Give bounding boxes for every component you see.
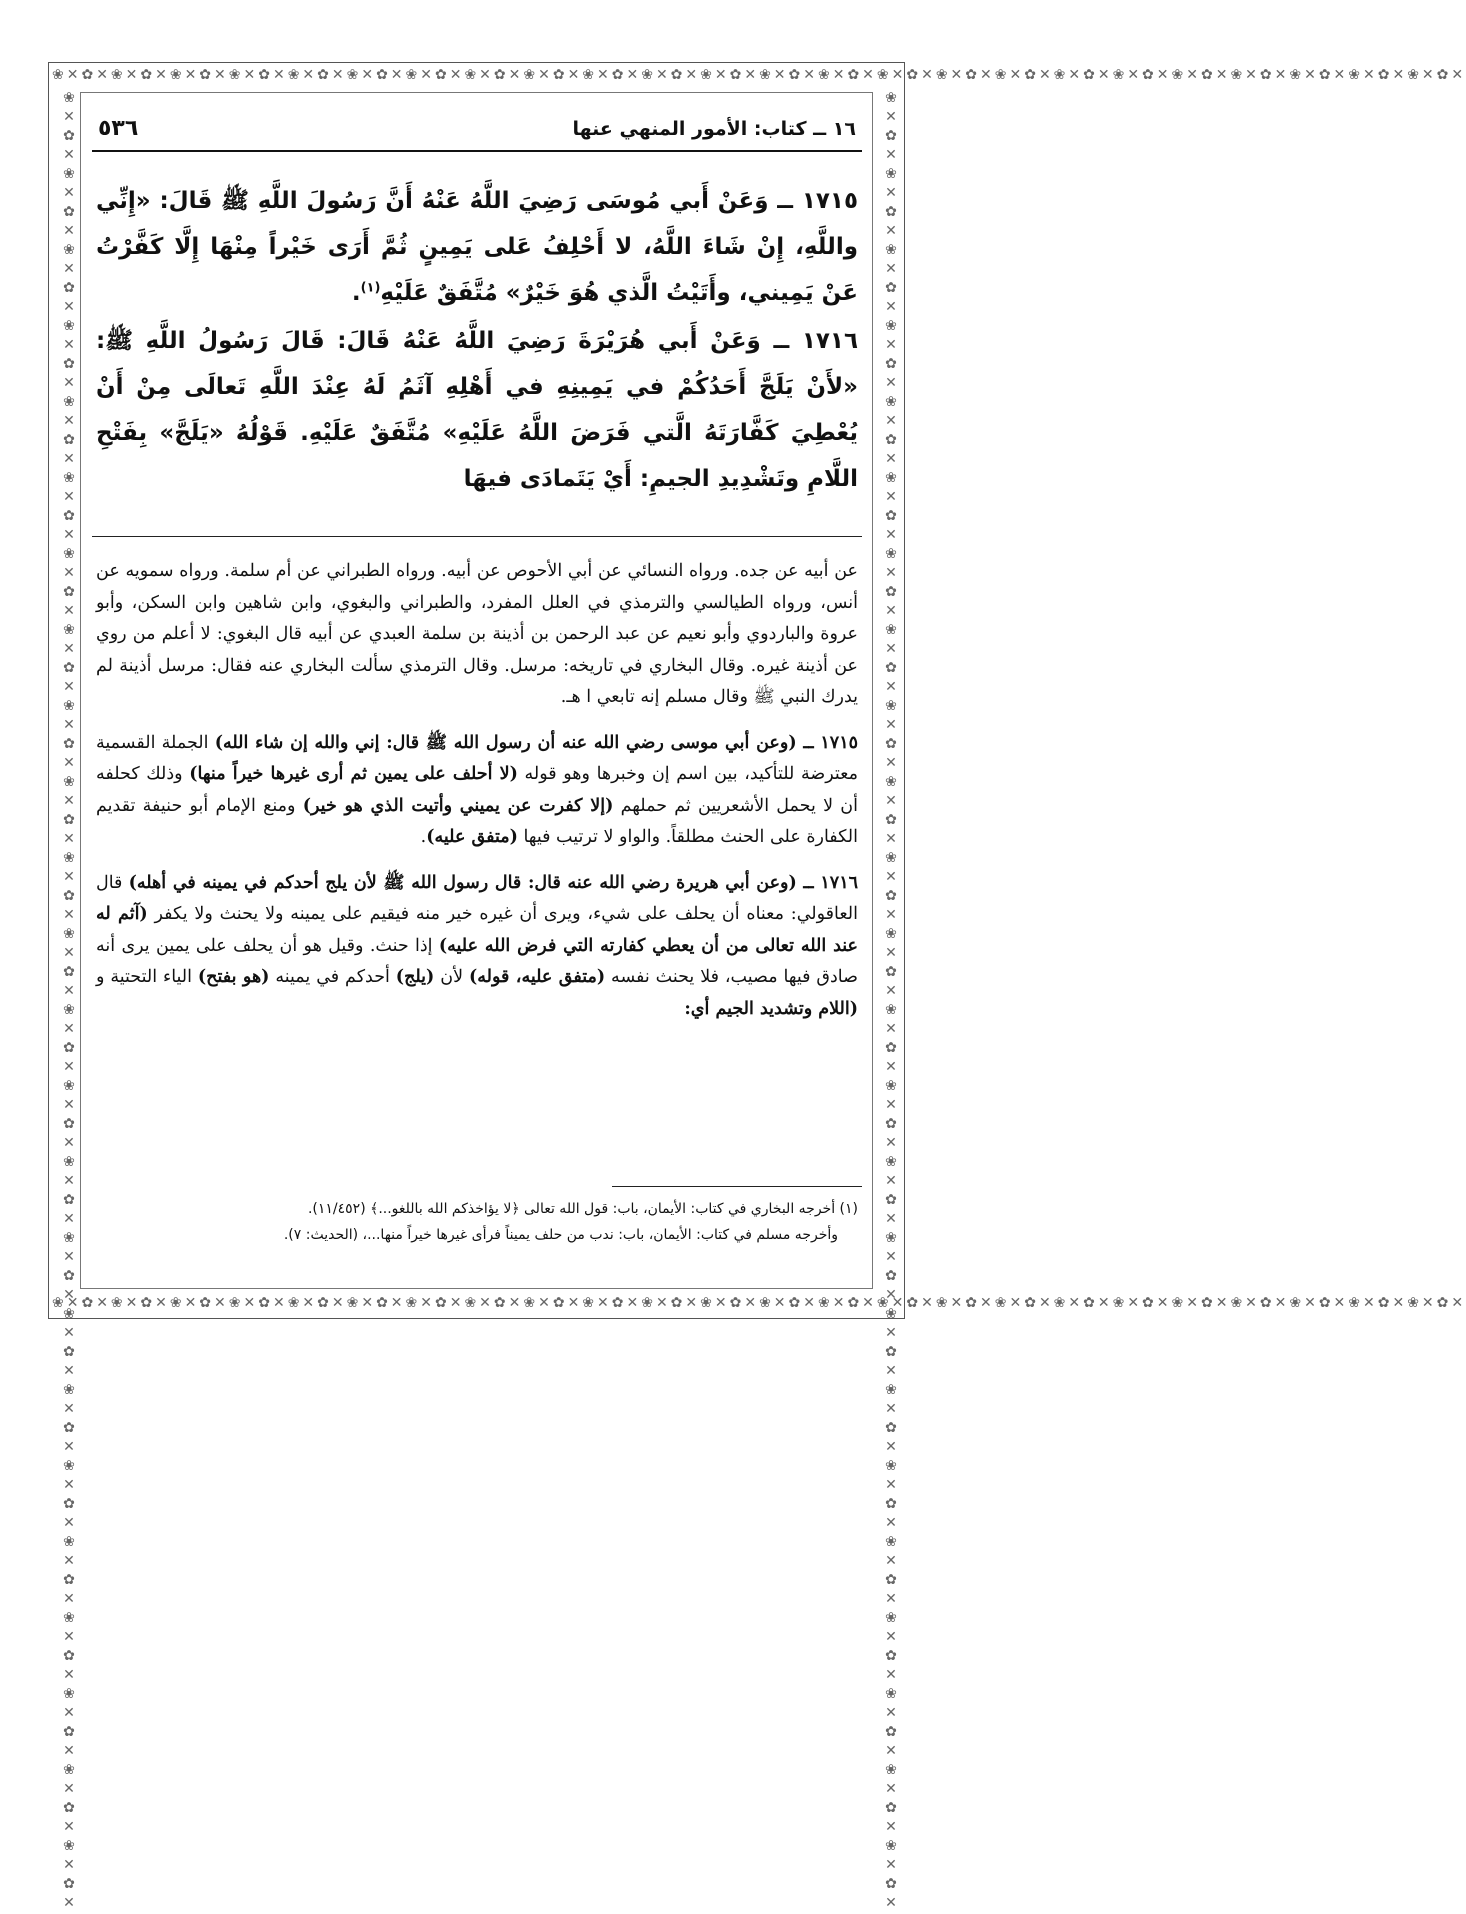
- footnote-1: (١) أخرجه البخاري في كتاب: الأيمان، باب: قول الله تعالى ﴿لا يؤاخذكم الله باللغو...﴾ (١١/٤٥٢).: [307, 1201, 858, 1217]
- commentary-quote: (هو بفتح): [197, 967, 270, 987]
- commentary-text: الياء التحتية و: [96, 967, 198, 987]
- commentary-text: .: [420, 827, 427, 847]
- commentary-lead: ١٧١٦ ــ (وعن أبي هريرة رضي الله عنه قال: قال رسول الله ﷺ لأن يلج أحدكم في يمينه في أهله): [128, 872, 858, 893]
- section-divider: [92, 536, 862, 537]
- commentary-paragraph: عن أبيه عن جده. ورواه النسائي عن أبي الأحوص عن أبيه. ورواه الطبراني عن أم سلمة. ورواه سمويه عن أنس، ورواه الطيالسي والترمذي في العلل المفرد، والطبراني والبغوي، وابن شاهين وابن السكن، وأبو عروة والباردوي وأبو نعيم عن عبد الرحمن بن أذينة بن سلمة العبدي عن أبيه قال البغوي: لا أعلم من روي عن أذينة غيره. وقال البخاري في تاريخه: مرسل. وقال الترمذي سألت البخاري عنه فقال: مرسل أذينة لم يدرك النبي ﷺ وقال مسلم إنه تابعي ا هـ.: [96, 561, 858, 707]
- commentary-text: إذا حنث. وقيل هو أن يحلف على يمين يرى أنه صادق فيها مصيب، فلا يحنث نفسه: [96, 935, 858, 987]
- commentary-text: أحدكم في يمينه: [269, 967, 396, 987]
- hadith-body: ــ وَعَنْ أَبي مُوسَى رَضِيَ اللَّهُ عَنْهُ أَنَّ رَسُولَ اللَّهِ ﷺ قَالَ: «إِنِّي واللَّهِ، إِنْ شَاءَ اللَّهُ، لا أَحْلِفُ عَلى يَمِينٍ ثُمَّ أَرَى خَيْراً مِنْهَا إِلَّا كَفَّرْتُ عَنْ يَمِيني، وأَتَيْتُ الَّذي هُوَ خَيْرٌ» مُتَّفَقٌ عَلَيْهِ: [96, 188, 858, 306]
- ornament-border-right: ❀✕✿✕❀✕✿✕❀✕✿✕❀✕✿✕❀✕✿✕❀✕✿✕❀✕✿✕❀✕✿✕❀✕✿✕❀✕✿✕❀✕✿✕❀✕✿✕❀✕✿✕❀✕✿✕❀✕✿✕❀✕✿✕❀✕✿✕❀✕✿✕❀✕✿✕❀✕✿✕❀✕✿✕❀✕✿✕❀✕✿✕❀✕✿✕: [883, 90, 899, 1914]
- commentary-text: قال العاقولي: معناه أن يحلف على شيء، ويرى أن غيره خير منه فيقيم على يمينه ولا يحنث ولا يكفر: [96, 872, 858, 924]
- commentary-text: وذلك كحلفه أن لا يحمل الأشعريين ثم حملهم: [96, 764, 858, 816]
- commentary-text: لأن: [434, 967, 469, 987]
- commentary-lead: ١٧١٥ ــ (وعن أبي موسى رضي الله عنه أن رسول الله ﷺ قال: إني والله إن شاء الله): [214, 732, 858, 753]
- commentary-text: ومنع الإمام أبو حنيفة تقديم الكفارة على الحنث مطلقاً. والواو لا ترتيب فيها: [96, 795, 858, 847]
- ornament-border-left: ❀✕✿✕❀✕✿✕❀✕✿✕❀✕✿✕❀✕✿✕❀✕✿✕❀✕✿✕❀✕✿✕❀✕✿✕❀✕✿✕❀✕✿✕❀✕✿✕❀✕✿✕❀✕✿✕❀✕✿✕❀✕✿✕❀✕✿✕❀✕✿✕❀✕✿✕❀✕✿✕❀✕✿✕❀✕✿✕❀✕✿✕❀✕✿✕: [61, 90, 77, 1914]
- hadith-body: ــ وَعَنْ أَبي هُرَيْرَةَ رَضِيَ اللَّهُ عَنْهُ قَالَ: قَالَ رَسُولُ اللَّهِ ﷺ: «لأَنْ يَلَجَّ أَحَدُكُمْ في يَمِينِهِ في أَهْلِهِ آثَمُ لَهُ عِنْدَ اللَّهِ تَعالَى مِنْ أَنْ يُعْطِيَ كَفَّارَتَهُ الَّتي فَرَضَ اللَّهُ عَلَيْهِ» مُتَّفَقٌ عَلَيْهِ. قَوْلُهُ «يَلَجَّ» بِفَتْحِ اللَّامِ وتَشْدِيدِ الجيمِ: أَيْ يَتَمادَى فيهَا: [96, 328, 858, 492]
- hadith-end: .: [351, 280, 361, 306]
- page: [92, 100, 862, 1280]
- ornament-border-top: ❀✕✿✕❀✕✿✕❀✕✿✕❀✕✿✕❀✕✿✕❀✕✿✕❀✕✿✕❀✕✿✕❀✕✿✕❀✕✿✕❀✕✿✕❀✕✿✕❀✕✿✕❀✕✿✕❀✕✿✕❀✕✿✕❀✕✿✕❀✕✿✕❀✕✿✕❀✕✿✕❀✕✿✕❀✕✿✕❀✕✿✕❀✕✿✕: [52, 67, 1466, 83]
- commentary-quote: (متفق عليه): [426, 827, 518, 847]
- commentary-quote: (آثم له عند الله تعالى من أن يعطي كفارته التي فرض الله عليه): [96, 904, 858, 956]
- page-header: [92, 112, 862, 148]
- commentary-text: الجملة القسمية معترضة للتأكيد، بين اسم إن وخبرها وهو قوله: [96, 732, 858, 784]
- commentary-quote: (يلج): [395, 967, 435, 987]
- commentary-paragraph: [96, 728, 858, 854]
- commentary-quote: (اللام وتشديد الجيم أي:: [684, 998, 858, 1019]
- footnote-1-continued: وأخرجه مسلم في كتاب: الأيمان، باب: ندب من حلف يميناً فرأى غيرها خيراً منها...، (الحديث: ٧).: [283, 1227, 838, 1243]
- commentary-quote: (إلا كفرت عن يميني وأتيت الذي هو خير): [302, 795, 614, 816]
- commentary-paragraph: [96, 868, 858, 1026]
- page-number: ٥٣٦: [98, 116, 139, 141]
- hadith-1716: [96, 318, 858, 502]
- commentary-quote: (متفق عليه، قوله): [468, 967, 606, 987]
- hadith-1715: [96, 178, 858, 316]
- chapter-title: ١٦ ــ كتاب: الأمور المنهي عنها: [572, 118, 856, 140]
- hadith-number: ١٧١٥: [801, 188, 858, 214]
- footnotes: [96, 1196, 858, 1248]
- footnote-marker[interactable]: (١): [360, 280, 381, 296]
- footnote-rule: [612, 1186, 862, 1187]
- header-rule: [92, 150, 862, 152]
- ornament-border-bottom: ❀✕✿✕❀✕✿✕❀✕✿✕❀✕✿✕❀✕✿✕❀✕✿✕❀✕✿✕❀✕✿✕❀✕✿✕❀✕✿✕❀✕✿✕❀✕✿✕❀✕✿✕❀✕✿✕❀✕✿✕❀✕✿✕❀✕✿✕❀✕✿✕❀✕✿✕❀✕✿✕❀✕✿✕❀✕✿✕❀✕✿✕❀✕✿✕: [52, 1295, 1466, 1311]
- commentary-quote: (لا أحلف على يمين ثم أرى غيرها خيراً منها): [189, 764, 518, 784]
- hadith-text: [96, 178, 858, 504]
- hadith-number: ١٧١٦: [801, 328, 858, 354]
- commentary: [96, 556, 858, 1039]
